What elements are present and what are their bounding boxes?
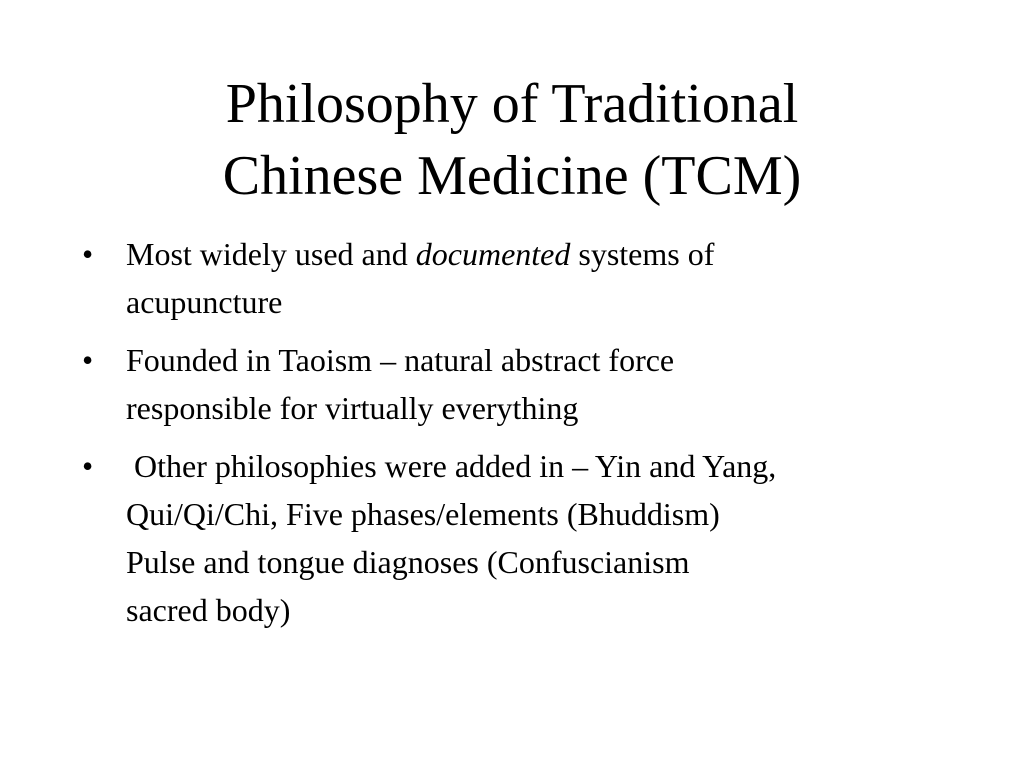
bullet-1-text-before: Most widely used and [126, 236, 416, 272]
bullet-3-line-1: Other philosophies were added in – Yin and Yang, [126, 448, 777, 484]
bullet-item-3 [82, 442, 962, 634]
bullet-item-1 [82, 230, 962, 326]
bullet-1-emphasis: documented [415, 236, 571, 272]
bullet-1-line-2: acupuncture [126, 284, 283, 320]
bullet-dot-icon: • [82, 448, 94, 484]
bullet-item-2 [82, 336, 962, 432]
bullet-dot-icon: • [82, 342, 94, 378]
slide-title [60, 68, 964, 212]
bullet-3-line-4: sacred body) [126, 592, 291, 628]
bullet-2-line-1: Founded in Taoism – natural abstract force [126, 342, 675, 378]
bullet-2-line-2: responsible for virtually everything [126, 390, 579, 426]
slide-title-line-1: Philosophy of Traditional [225, 73, 799, 135]
bullet-1-line-1 [126, 230, 962, 278]
bullet-1-text-after: systems of [570, 236, 715, 272]
bullet-3-line-3: Pulse and tongue diagnoses (Confuscianism [126, 544, 690, 580]
bullet-dot-icon: • [82, 236, 94, 272]
slide-title-line-2: Chinese Medicine (TCM) [222, 145, 802, 207]
bullet-list [82, 230, 962, 644]
bullet-3-line-2: Qui/Qi/Chi, Five phases/elements (Bhuddism) [126, 496, 720, 532]
